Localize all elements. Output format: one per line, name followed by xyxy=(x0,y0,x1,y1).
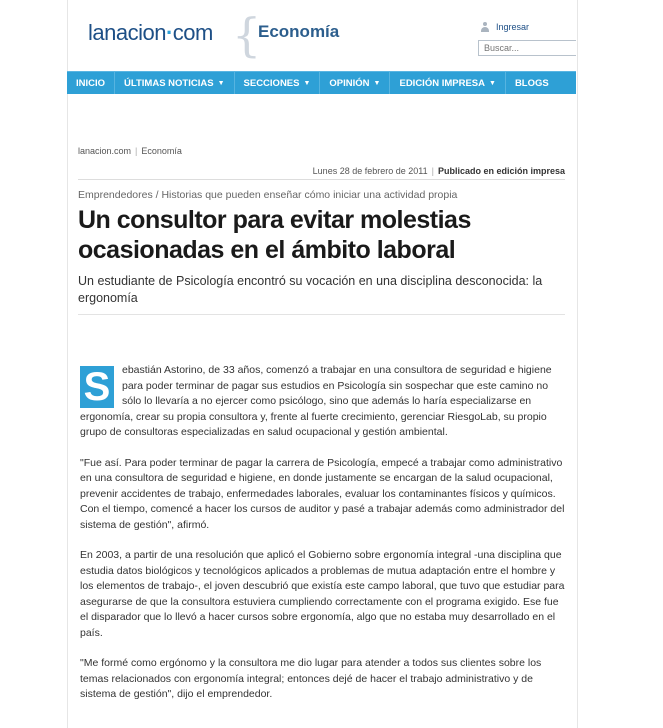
article-date: Lunes 28 de febrero de 2011 xyxy=(312,166,428,176)
article-paragraph: S ebastián Astorino, de 33 años, comenzó a trabajar en una consultora de seguridad e higiene para poder terminar de pagar sus estudios en Psicología sin sospechar que este camino no sólo lo llevaría a no ejercer como psicólogo, sino que además lo haría especializarse en ergonomía, crear su propia consultora y, frente al fuerte crecimiento, gerenciar RiesgoLab, su propio grupo de consultoras especializadas en salud ocupacional y gestión ambiental. xyxy=(80,364,552,438)
section-title[interactable]: Economía xyxy=(258,22,340,41)
article-kicker[interactable]: Emprendedores / Historias que pueden enseñar cómo iniciar una actividad propia xyxy=(78,189,458,201)
nav-item-secciones[interactable]: SECCIONES ▼ xyxy=(235,72,321,94)
article-body xyxy=(80,363,565,718)
nav-item-ultimas-noticias[interactable]: ÚLTIMAS NOTICIAS ▼ xyxy=(115,72,234,94)
edition-label: Publicado en edición impresa xyxy=(437,166,565,176)
breadcrumb-home[interactable]: lanacion.com xyxy=(78,146,132,156)
chevron-down-icon: ▼ xyxy=(489,79,496,87)
breadcrumb xyxy=(78,146,182,156)
article-paragraph: "Fue así. Para poder terminar de pagar la carrera de Psicología, empecé a trabajar como administrativo en una consultora de seguridad e higiene, en donde justamente se encargan de la salud ocupacional, prevenir accidentes de trabajo, enfermedades laborales, evaluar los contaminantes físicos y químicos. Con el tiempo, comencé a hacer los cursos de auditor y pasé a trabajar además como administrador del sistema de gestión", afirmó. xyxy=(80,456,565,531)
breadcrumb-section[interactable]: Economía xyxy=(141,146,182,156)
chevron-down-icon: ▼ xyxy=(217,79,225,87)
dropcap: S xyxy=(80,366,114,408)
main-nav xyxy=(67,71,576,94)
nav-item-blogs[interactable]: BLOGS xyxy=(514,77,549,89)
search-input[interactable] xyxy=(478,40,576,56)
nav-item-edicion-impresa[interactable]: EDICIÓN IMPRESA ▼ xyxy=(390,72,505,94)
divider xyxy=(78,179,565,180)
article-paragraph: En 2003, a partir de una resolución que aplicó el Gobierno sobre ergonomía integral -una disciplina que estudia datos biológicos y tecnológicos aplicados a problemas de mutua adaptación entre el hombre y los elementos de trabajo-, el joven descubrió que existía este campo laboral, que tuvo que estudiar para asegurarse de que la consultora estuviera cumpliendo correctamente con el programa exigido. Ese fue el disparador que lo llevó a hacer cursos sobre ergonomía, algo que no estaba muy desarrollado en el país. xyxy=(80,549,565,639)
chevron-down-icon: ▼ xyxy=(373,79,381,87)
header-brace-divider: { xyxy=(232,8,262,62)
chevron-down-icon: ▼ xyxy=(303,79,311,87)
breadcrumb-separator: | xyxy=(135,146,138,156)
login-label: Ingresar xyxy=(496,22,530,32)
dateline-separator: | xyxy=(431,166,434,176)
article-subtitle: Un estudiante de Psicología encontró su vocación en una disciplina desconocida: la ergonomía xyxy=(78,274,543,305)
user-icon xyxy=(480,22,490,32)
login-link[interactable] xyxy=(480,22,529,32)
article-paragraph: "Me formé como ergónomo y la consultora me dio lugar para atender a todos sus clientes sobre los temas relacionados con ergonomía integral; entonces dejé de hacer el trabajo administrativo y de sistema de gestión", dijo el emprendedor. xyxy=(80,657,542,700)
divider xyxy=(78,314,565,315)
nav-item-inicio[interactable]: INICIO xyxy=(67,72,115,94)
site-logo[interactable]: lanacion·com xyxy=(88,20,213,45)
article-dateline xyxy=(300,166,565,176)
article-title: Un consultor para evitar molestias ocasionadas en el ámbito laboral xyxy=(78,206,471,264)
nav-item-opinion[interactable]: OPINIÓN ▼ xyxy=(320,72,390,94)
